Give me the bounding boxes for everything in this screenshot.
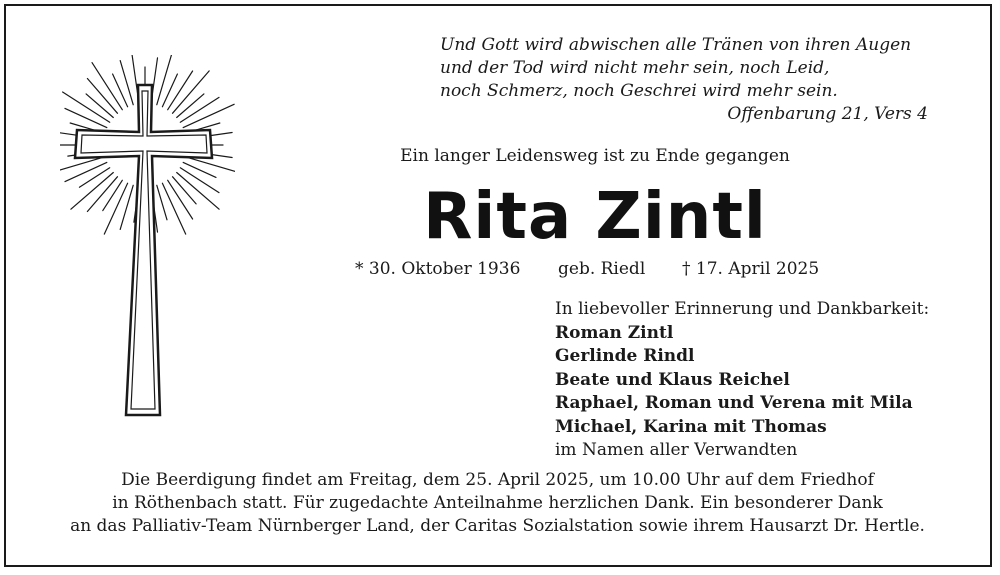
verse-line: noch Schmerz, noch Geschrei wird mehr sein.: [440, 81, 838, 101]
death-date: † 17. April 2025: [682, 259, 820, 279]
verse-line: und der Tod wird nicht mehr sein, noch Leid,: [440, 58, 830, 78]
funeral-line: Die Beerdigung findet am Freitag, dem 25. April 2025, um 10.00 Uhr auf dem Friedhof: [121, 470, 874, 490]
mourner-name: Gerlinde Rindl: [555, 346, 695, 366]
mourners-heading: In liebevoller Erinnerung und Dankbarkeit:: [555, 299, 930, 319]
cross-ray: [120, 61, 133, 105]
birth-date: * 30. Oktober 1936: [355, 259, 521, 279]
verse-source: Offenbarung 21, Vers 4: [727, 104, 928, 124]
cross-ray: [173, 177, 197, 204]
funeral-notice: [40, 469, 955, 538]
cross-ray: [65, 108, 107, 127]
cross-ray: [157, 55, 173, 105]
funeral-line: an das Palliativ-Team Nürnberger Land, der Caritas Sozialstation sowie ihrem Hausarzt Dr. Hertle.: [70, 516, 925, 536]
radiant-cross-icon: [60, 55, 235, 435]
verse-line: Und Gott wird abwischen alle Tränen von ihren Augen: [440, 35, 912, 55]
deceased-name: Rita Zintl: [423, 180, 767, 254]
cross-ray: [103, 180, 123, 210]
mourner-name: Beate und Klaus Reichel: [555, 369, 790, 390]
mourner-name: Raphael, Roman und Verena mit Mila: [555, 393, 913, 413]
maiden-name: geb. Riedl: [558, 259, 646, 279]
bible-verse: [440, 34, 928, 126]
cross-ray: [86, 94, 113, 118]
cross-ray: [120, 185, 133, 229]
mourners-closing: im Namen aller Verwandten: [555, 440, 798, 460]
funeral-line: in Röthenbach statt. Für zugedachte Anteilnahme herzlichen Dank. Ein besonderer Dank: [112, 493, 883, 513]
intro-text: Ein langer Leidensweg ist zu Ende gegangen: [400, 146, 790, 166]
mourner-name: Roman Zintl: [555, 322, 674, 343]
mourner-name: Michael, Karina mit Thomas: [555, 416, 827, 437]
cross-ray: [60, 157, 105, 173]
cross-ray: [177, 94, 204, 118]
cross-ray: [79, 168, 109, 188]
mourners-block: [555, 298, 975, 463]
cross-ray: [65, 162, 107, 181]
